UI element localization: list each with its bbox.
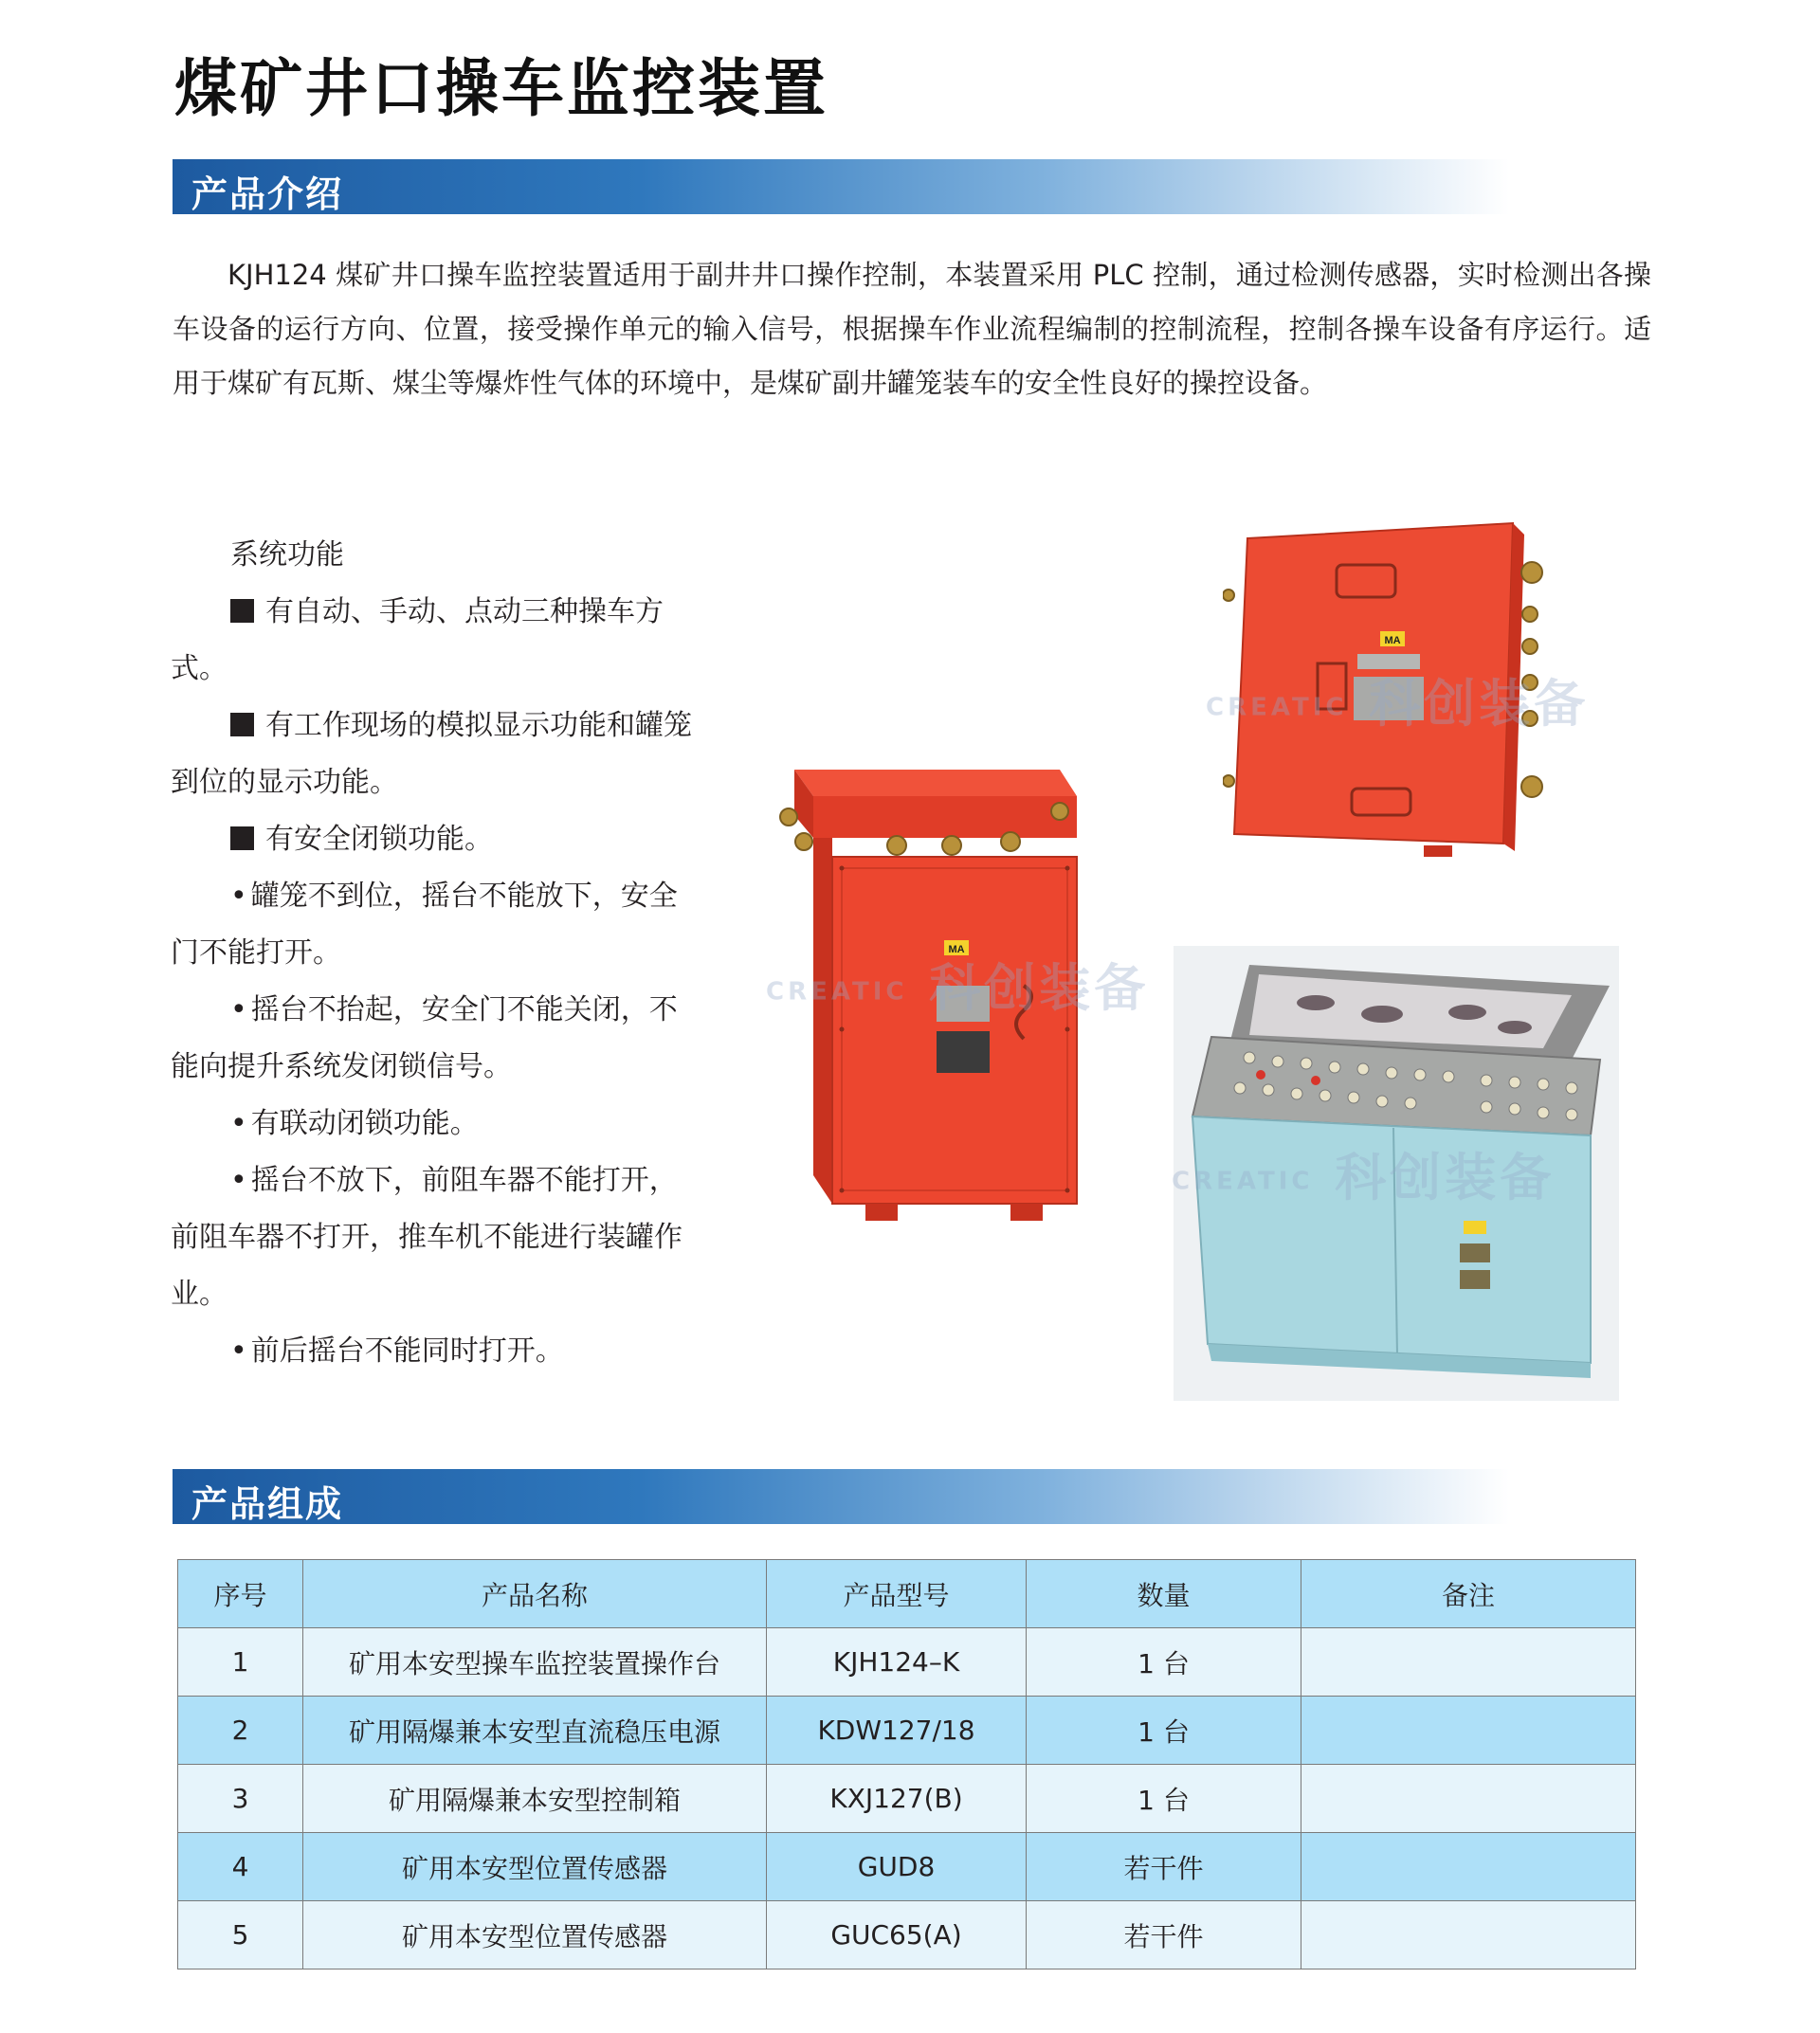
cell-name: 矿用隔爆兼本安型控制箱 — [303, 1765, 767, 1833]
dot-bullet: • — [230, 1334, 247, 1368]
section-header-composition — [173, 1469, 1509, 1524]
system-functions — [171, 527, 701, 1380]
function-text: 有安全闭锁功能。 — [265, 823, 493, 856]
function-item — [171, 1153, 701, 1323]
functions-list — [171, 584, 701, 1380]
cell-quantity: 1 台 — [1027, 1628, 1301, 1697]
header-remark: 备注 — [1301, 1560, 1636, 1628]
dot-bullet: • — [230, 880, 247, 913]
cell-remark — [1301, 1901, 1636, 1969]
composition-table — [177, 1559, 1636, 1969]
cell-index: 3 — [178, 1765, 303, 1833]
section-title-composition: 产品组成 — [191, 1483, 344, 1525]
section-header-intro — [173, 159, 1509, 214]
function-item — [171, 698, 701, 811]
table-row — [178, 1901, 1636, 1969]
function-item — [171, 811, 701, 868]
header-index: 序号 — [178, 1560, 303, 1628]
function-text: 前后摇台不能同时打开。 — [250, 1334, 564, 1368]
ma-badge: MA — [948, 944, 965, 955]
function-text: 摇台不抬起，安全门不能关闭，不能向提升系统发闭锁信号。 — [171, 993, 678, 1083]
function-item — [171, 982, 701, 1096]
cell-index: 4 — [178, 1833, 303, 1901]
svg-text:MA: MA — [1384, 635, 1401, 646]
cell-name: 矿用本安型位置传感器 — [303, 1833, 767, 1901]
table-row — [178, 1697, 1636, 1765]
header-model: 产品型号 — [767, 1560, 1027, 1628]
cell-index: 1 — [178, 1628, 303, 1697]
section-title-intro: 产品介绍 — [191, 173, 344, 215]
cell-quantity: 若干件 — [1027, 1901, 1301, 1969]
function-item — [171, 868, 701, 982]
cell-model: KDW127/18 — [767, 1697, 1027, 1765]
intro-paragraph: KJH124 煤矿井口操车监控装置适用于副井井口操作控制，本装置采用 PLC 控制，通过检测传感器，实时检测出各操车设备的运行方向、位置，接受操作单元的输入信号，根据操车作业流程编制的控制流程，控制各操车设备有序运行。适用于煤矿有瓦斯、煤尘等爆炸性气体的环境中，是煤矿副井罐笼装车的安全性良好的操控设备。 — [173, 259, 1651, 399]
cell-index: 5 — [178, 1901, 303, 1969]
watermark-top: CREATIC 科创装备 — [1206, 674, 1590, 734]
cell-remark — [1301, 1833, 1636, 1901]
cell-quantity: 若干件 — [1027, 1833, 1301, 1901]
cell-quantity: 1 台 — [1027, 1697, 1301, 1765]
functions-title: 系统功能 — [230, 538, 344, 572]
function-text: 有工作现场的模拟显示功能和罐笼到位的显示功能。 — [171, 709, 692, 799]
cell-quantity: 1 台 — [1027, 1765, 1301, 1833]
table-body — [178, 1628, 1636, 1969]
function-text: 有联动闭锁功能。 — [250, 1107, 479, 1140]
watermark-middle: CREATIC 科创装备 — [766, 958, 1150, 1018]
square-bullet-icon — [230, 826, 254, 850]
cell-name: 矿用本安型操车监控装置操作台 — [303, 1628, 767, 1697]
square-bullet-icon — [230, 599, 254, 623]
table-row — [178, 1833, 1636, 1901]
dot-bullet: • — [230, 1107, 247, 1140]
cell-index: 2 — [178, 1697, 303, 1765]
cell-model: GUC65(A) — [767, 1901, 1027, 1969]
square-bullet-icon — [230, 713, 254, 736]
function-text: 摇台不放下，前阻车器不能打开，前阻车器不打开，推车机不能进行装罐作业。 — [171, 1164, 682, 1311]
cell-remark — [1301, 1697, 1636, 1765]
function-text: 有自动、手动、点动三种操车方式。 — [171, 595, 664, 685]
page-title: 煤矿井口操车监控装置 — [174, 52, 828, 125]
table-header-row — [178, 1560, 1636, 1628]
cell-model: GUD8 — [767, 1833, 1027, 1901]
function-text: 罐笼不到位，摇台不能放下，安全门不能打开。 — [171, 880, 678, 970]
dot-bullet: • — [230, 993, 247, 1026]
function-item — [171, 1096, 701, 1153]
function-item — [171, 584, 701, 698]
cell-name: 矿用隔爆兼本安型直流稳压电源 — [303, 1697, 767, 1765]
header-name: 产品名称 — [303, 1560, 767, 1628]
cell-model: KJH124–K — [767, 1628, 1027, 1697]
cell-model: KXJ127(B) — [767, 1765, 1027, 1833]
cell-name: 矿用本安型位置传感器 — [303, 1901, 767, 1969]
header-quantity: 数量 — [1027, 1560, 1301, 1628]
table-row — [178, 1628, 1636, 1697]
table-row — [178, 1765, 1636, 1833]
dot-bullet: • — [230, 1164, 247, 1197]
function-item — [171, 1323, 701, 1380]
watermark-bottom: CREATIC 科创装备 — [1172, 1148, 1556, 1207]
cell-remark — [1301, 1628, 1636, 1697]
cell-remark — [1301, 1765, 1636, 1833]
